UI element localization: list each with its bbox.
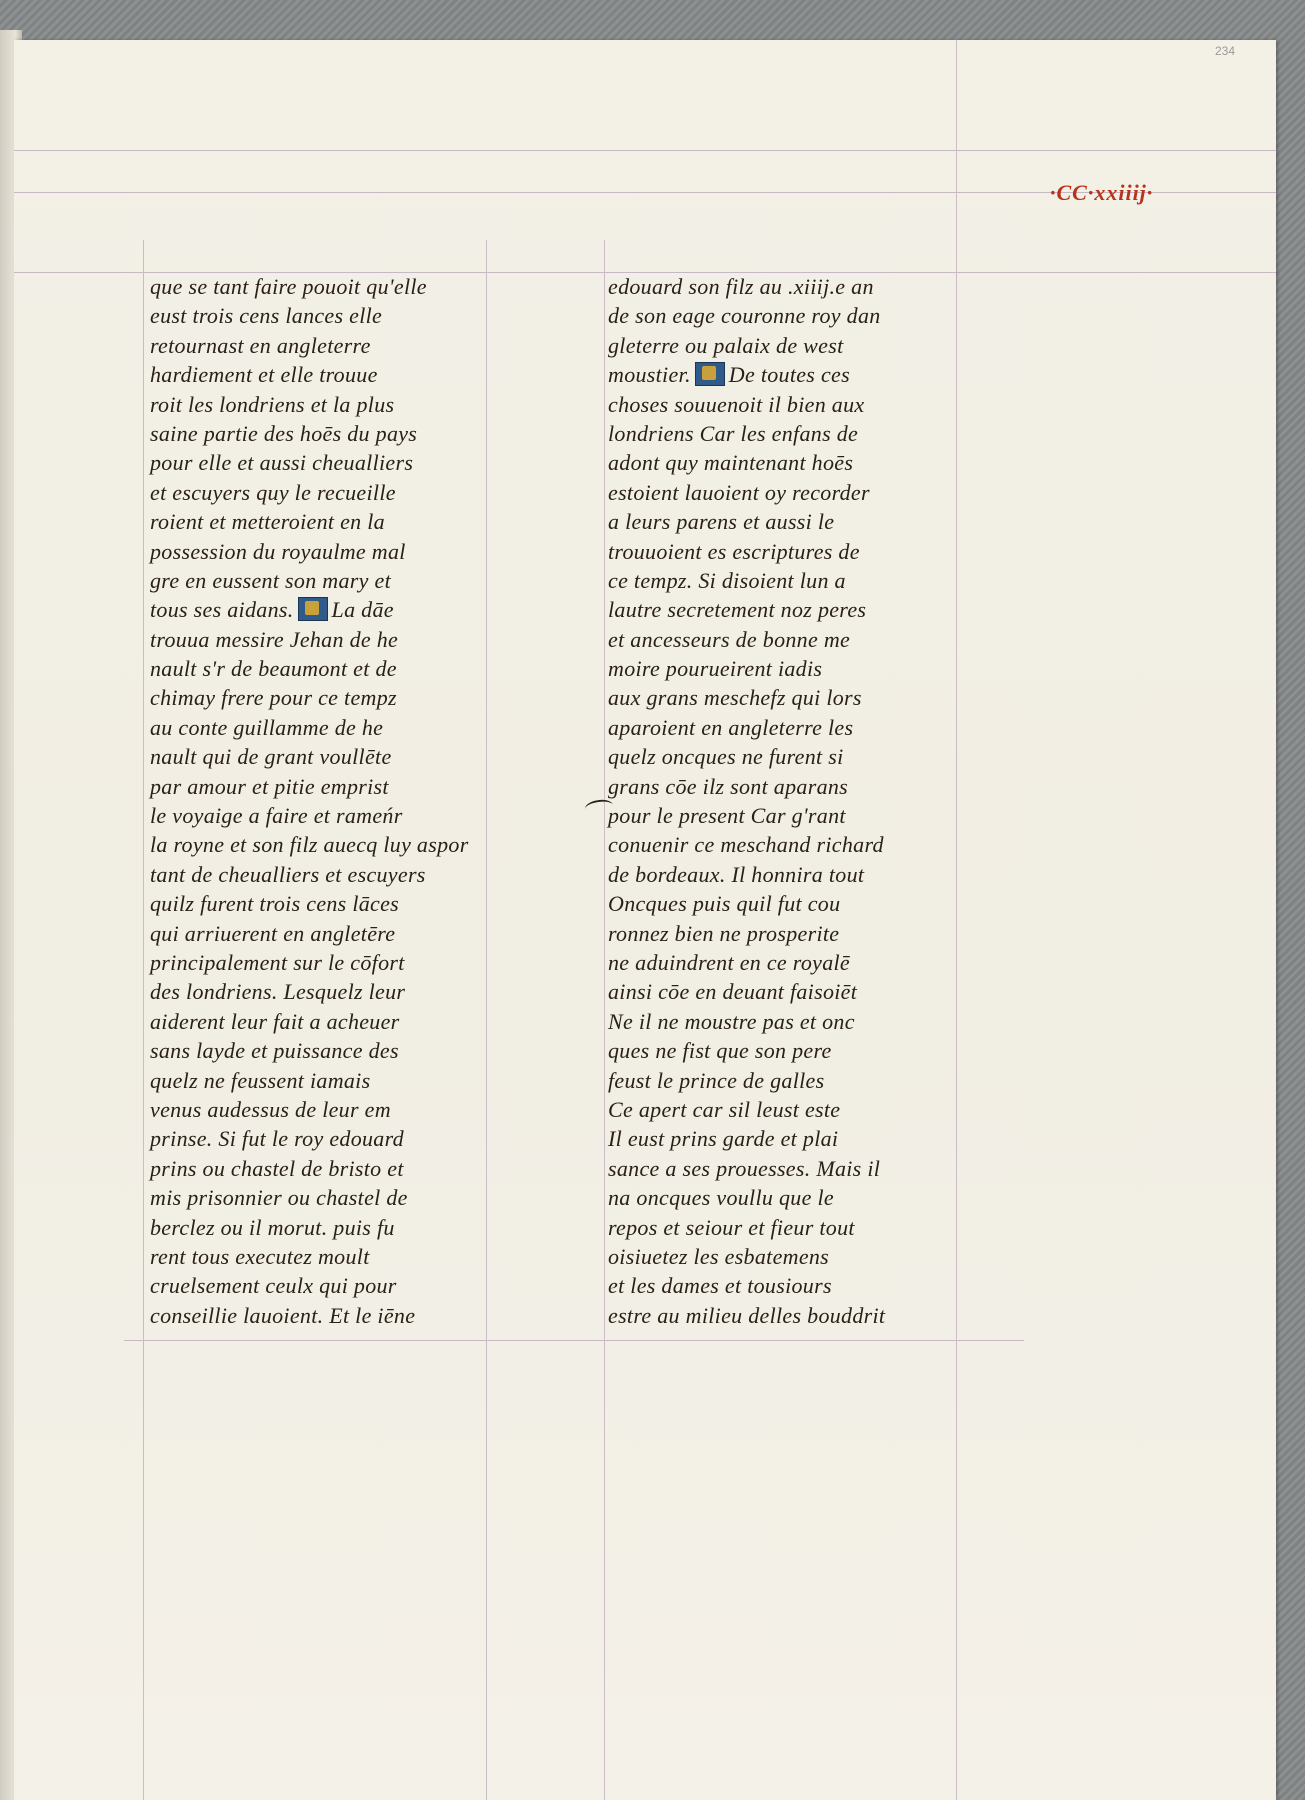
text-line xyxy=(150,390,540,419)
text-line xyxy=(150,860,540,889)
line-text: ne aduindrent en ce royalē xyxy=(608,949,850,975)
line-text: et ancesseurs de bonne me xyxy=(608,626,851,652)
line-text: a leurs parens et aussi le xyxy=(608,509,835,535)
line-text: au conte guillamme de he xyxy=(150,714,384,740)
text-line xyxy=(150,419,540,448)
line-text: roit les londriens et la plus xyxy=(150,391,395,417)
line-text-continuation: De toutes ces xyxy=(728,362,850,388)
line-text: chimay frere pour ce tempz xyxy=(150,685,397,711)
text-line xyxy=(608,683,998,712)
text-line xyxy=(608,860,998,889)
text-line xyxy=(150,1242,540,1271)
chapter-rubric: ·CC·xxiiij· xyxy=(1050,180,1154,205)
text-line xyxy=(150,1183,540,1212)
text-line xyxy=(150,1301,540,1330)
line-text: et les dames et tousiours xyxy=(608,1273,832,1299)
text-column-left xyxy=(150,272,540,1330)
text-line xyxy=(608,889,998,918)
line-text: aux grans meschefz qui lors xyxy=(608,685,862,711)
line-text: mis prisonnier ou chastel de xyxy=(150,1185,408,1211)
text-line xyxy=(608,537,998,566)
text-line xyxy=(608,478,998,507)
line-text: grans cōe ilz sont aparans xyxy=(608,773,849,799)
text-line xyxy=(608,977,998,1006)
text-line xyxy=(150,360,540,389)
text-line xyxy=(608,742,998,771)
line-text: tant de cheualliers et escuyers xyxy=(150,861,426,887)
line-text: quelz oncques ne furent si xyxy=(608,744,844,770)
text-line xyxy=(608,1095,998,1124)
text-line xyxy=(608,390,998,419)
text-line xyxy=(150,919,540,948)
text-line xyxy=(608,625,998,654)
line-text: estoient lauoient oy recorder xyxy=(608,479,870,505)
text-line xyxy=(150,448,540,477)
text-line xyxy=(150,566,540,595)
line-text: trouua messire Jehan de he xyxy=(150,626,399,652)
line-text: conseillie lauoient. Et le iēne xyxy=(150,1302,416,1328)
line-text-continuation: La dāe xyxy=(331,597,394,623)
text-line xyxy=(150,830,540,859)
text-line xyxy=(150,537,540,566)
line-text: Oncques puis quil fut cou xyxy=(608,891,841,917)
line-text: ronnez bien ne prosperite xyxy=(608,920,840,946)
line-text: Ce apert car sil leust este xyxy=(608,1096,841,1122)
text-line xyxy=(608,566,998,595)
line-text: retournast en angleterre xyxy=(150,332,371,358)
text-line xyxy=(608,919,998,948)
line-text: cruelsement ceulx qui pour xyxy=(150,1273,397,1299)
text-line xyxy=(150,478,540,507)
line-text: eust trois cens lances elle xyxy=(150,303,383,329)
line-text: nault s'r de beaumont et de xyxy=(150,656,397,682)
line-text: estre au milieu delles bouddrit xyxy=(608,1302,886,1328)
folio-number: 234 xyxy=(1215,44,1236,58)
line-text: conuenir ce meschand richard xyxy=(608,832,884,858)
ruling-line xyxy=(14,150,1276,151)
text-line xyxy=(150,507,540,536)
line-text: aparoient en angleterre les xyxy=(608,714,854,740)
text-line xyxy=(150,889,540,918)
line-text: roient et metteroient en la xyxy=(150,509,385,535)
line-text: repos et seiour et fieur tout xyxy=(608,1214,855,1240)
text-line xyxy=(608,419,998,448)
illuminated-initial xyxy=(695,362,725,386)
line-text: la royne et son filz auecq luy aspor xyxy=(150,832,469,858)
line-text: par amour et pitie emprist xyxy=(150,773,389,799)
ruling-line xyxy=(604,240,605,1800)
text-line xyxy=(150,948,540,977)
line-text: le voyaige a faire et rameńr xyxy=(150,803,403,829)
line-text: gleterre ou palaix de west xyxy=(608,332,844,358)
text-line xyxy=(608,1036,998,1065)
text-line xyxy=(150,1213,540,1242)
text-line xyxy=(150,801,540,830)
line-text: hardiement et elle trouue xyxy=(150,362,378,388)
text-line xyxy=(150,1007,540,1036)
line-text: trouuoient es escriptures de xyxy=(608,538,860,564)
line-text: gre en eussent son mary et xyxy=(150,567,391,593)
line-text: Il eust prins garde et plai xyxy=(608,1126,839,1152)
line-text: lautre secretement noz peres xyxy=(608,597,867,623)
line-text: sance a ses prouesses. Mais il xyxy=(608,1155,881,1181)
text-line xyxy=(150,654,540,683)
line-text: prins ou chastel de bristo et xyxy=(150,1155,404,1181)
line-text: quilz furent trois cens lāces xyxy=(150,891,400,917)
text-line xyxy=(150,1066,540,1095)
text-line xyxy=(608,448,998,477)
text-line xyxy=(150,1095,540,1124)
line-text: choses souuenoit il bien aux xyxy=(608,391,865,417)
line-text: que se tant faire pouoit qu'elle xyxy=(150,274,427,299)
line-text: possession du royaulme mal xyxy=(150,538,406,564)
text-line xyxy=(608,1242,998,1271)
text-line xyxy=(150,1124,540,1153)
text-line xyxy=(150,772,540,801)
text-line xyxy=(150,1036,540,1065)
line-text: moustier. xyxy=(608,362,691,388)
line-text: et escuyers quy le recueille xyxy=(150,479,396,505)
text-line xyxy=(608,360,998,389)
line-text: ce tempz. Si disoient lun a xyxy=(608,567,846,593)
ruling-line xyxy=(143,240,144,1800)
line-text: aiderent leur fait a acheuer xyxy=(150,1008,400,1034)
text-line xyxy=(608,1213,998,1242)
line-text: pour le present Car g'rant xyxy=(608,803,846,829)
text-line xyxy=(608,1154,998,1183)
line-text: londriens Car les enfans de xyxy=(608,420,859,446)
line-text: Ne il ne moustre pas et onc xyxy=(608,1008,855,1034)
text-line xyxy=(608,595,998,624)
text-line xyxy=(608,1124,998,1153)
text-line xyxy=(608,331,998,360)
text-line xyxy=(608,1007,998,1036)
ruling-line xyxy=(124,1340,1024,1341)
text-line xyxy=(150,742,540,771)
text-line xyxy=(608,948,998,977)
text-line xyxy=(608,830,998,859)
line-text: qui arriuerent en angletēre xyxy=(150,920,396,946)
line-text: edouard son filz au .xiiij.e an xyxy=(608,274,874,299)
text-line xyxy=(150,1154,540,1183)
line-text: saine partie des hoēs du pays xyxy=(150,420,418,446)
line-text: adont quy maintenant hoēs xyxy=(608,450,854,476)
text-line xyxy=(608,713,998,742)
text-line xyxy=(608,801,998,830)
text-line xyxy=(150,595,540,624)
text-line xyxy=(150,1271,540,1300)
line-text: de bordeaux. Il honnira tout xyxy=(608,861,865,887)
line-text: na oncques voullu que le xyxy=(608,1185,834,1211)
text-line xyxy=(608,654,998,683)
line-text: oisiuetez les esbatemens xyxy=(608,1243,830,1269)
line-text: moire pourueirent iadis xyxy=(608,656,823,682)
line-text: pour elle et aussi cheualliers xyxy=(150,450,414,476)
line-text: tous ses aidans. xyxy=(150,597,294,623)
text-line xyxy=(608,507,998,536)
text-line xyxy=(150,331,540,360)
text-line xyxy=(608,1066,998,1095)
text-line xyxy=(150,683,540,712)
line-text: ques ne fist que son pere xyxy=(608,1038,832,1064)
line-text: berclez ou il morut. puis fu xyxy=(150,1214,395,1240)
text-line xyxy=(150,977,540,1006)
line-text: ainsi cōe en deuant faisoiēt xyxy=(608,979,858,1005)
line-text: des londriens. Lesquelz leur xyxy=(150,979,406,1005)
text-column-right xyxy=(608,272,998,1330)
text-line xyxy=(150,301,540,330)
text-line xyxy=(608,301,998,330)
text-line xyxy=(608,272,998,301)
line-text: quelz ne feussent iamais xyxy=(150,1067,371,1093)
text-line xyxy=(150,272,540,301)
text-line xyxy=(608,1271,998,1300)
text-line xyxy=(150,625,540,654)
text-line xyxy=(608,772,998,801)
line-text: de son eage couronne roy dan xyxy=(608,303,881,329)
illuminated-initial xyxy=(298,597,328,621)
line-text: principalement sur le cōfort xyxy=(150,949,405,975)
line-text: nault qui de grant voullēte xyxy=(150,744,392,770)
text-line xyxy=(608,1301,998,1330)
text-line xyxy=(608,1183,998,1212)
line-text: rent tous executez moult xyxy=(150,1243,370,1269)
text-line xyxy=(150,713,540,742)
line-text: sans layde et puissance des xyxy=(150,1038,399,1064)
line-text: venus audessus de leur em xyxy=(150,1096,391,1122)
line-text: prinse. Si fut le roy edouard xyxy=(150,1126,404,1152)
line-text: feust le prince de galles xyxy=(608,1067,825,1093)
